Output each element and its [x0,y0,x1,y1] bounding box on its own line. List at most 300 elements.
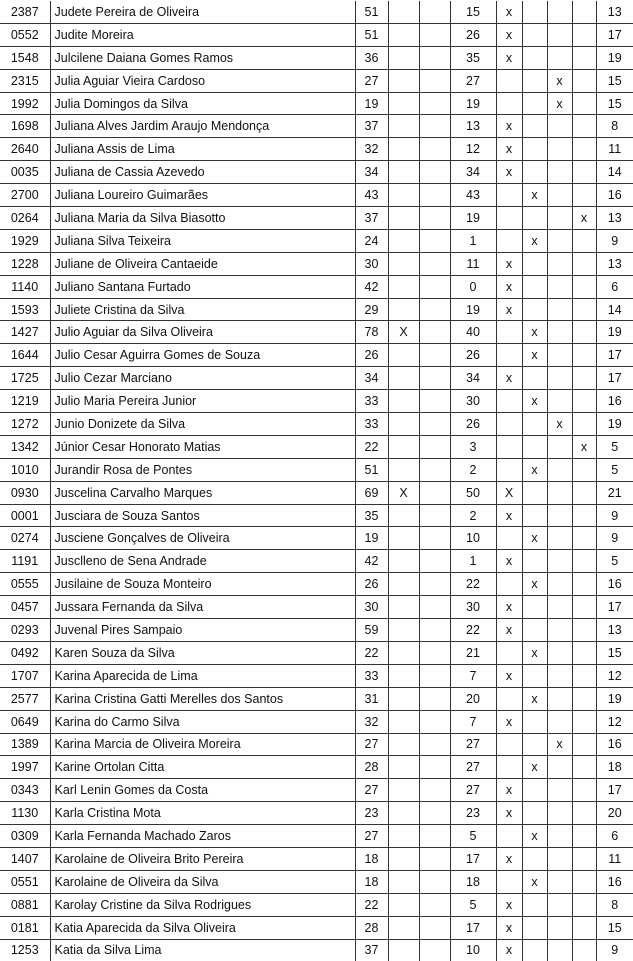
cell-mark-d [522,893,547,916]
cell-mark-b [419,550,450,573]
cell-mark-e [547,321,572,344]
cell-mark-b [419,893,450,916]
cell-code: 1130 [0,802,50,825]
cell-mark-d: x [522,573,547,596]
cell-mark-f [572,1,596,23]
cell-mark-c: x [496,939,522,961]
cell-total: 15 [596,641,633,664]
cell-code: 1228 [0,252,50,275]
cell-mark-d: x [522,184,547,207]
cell-mark-c: x [496,779,522,802]
cell-mark-b [419,275,450,298]
cell-age: 51 [355,1,388,23]
cell-code: 0552 [0,23,50,46]
cell-mark-f [572,825,596,848]
cell-score: 50 [450,481,496,504]
cell-mark-d: x [522,321,547,344]
cell-code: 0001 [0,504,50,527]
cell-mark-c: x [496,161,522,184]
cell-mark-a [388,275,419,298]
cell-mark-f [572,138,596,161]
cell-code: 0930 [0,481,50,504]
table-row [0,207,633,230]
cell-code: 0555 [0,573,50,596]
cell-mark-f [572,321,596,344]
table-row [0,252,633,275]
cell-mark-b [419,664,450,687]
cell-mark-e: x [547,413,572,436]
cell-name: Juliana Silva Teixeira [50,229,355,252]
cell-code: 1997 [0,756,50,779]
table-row [0,435,633,458]
cell-mark-e [547,825,572,848]
cell-age: 43 [355,184,388,207]
cell-age: 34 [355,367,388,390]
cell-total: 21 [596,481,633,504]
cell-mark-f [572,596,596,619]
cell-mark-c: x [496,252,522,275]
cell-age: 18 [355,870,388,893]
cell-total: 16 [596,733,633,756]
cell-total: 12 [596,710,633,733]
cell-age: 29 [355,298,388,321]
cell-code: 1427 [0,321,50,344]
cell-mark-c [496,321,522,344]
cell-score: 7 [450,664,496,687]
cell-score: 5 [450,893,496,916]
cell-name: Katia Aparecida da Silva Oliveira [50,916,355,939]
cell-score: 34 [450,161,496,184]
cell-mark-c: x [496,710,522,733]
cell-mark-c [496,69,522,92]
cell-mark-a [388,458,419,481]
cell-mark-f [572,550,596,573]
cell-name: Karolaine de Oliveira da Silva [50,870,355,893]
cell-mark-d [522,92,547,115]
cell-code: 1992 [0,92,50,115]
cell-code: 0293 [0,619,50,642]
cell-mark-d [522,733,547,756]
cell-mark-a [388,46,419,69]
table-row [0,641,633,664]
cell-total: 19 [596,321,633,344]
table-row [0,161,633,184]
cell-score: 0 [450,275,496,298]
cell-mark-a [388,916,419,939]
cell-mark-b [419,916,450,939]
cell-mark-e [547,939,572,961]
cell-mark-a [388,1,419,23]
cell-score: 5 [450,825,496,848]
cell-mark-f [572,275,596,298]
cell-mark-f [572,229,596,252]
cell-mark-f [572,413,596,436]
cell-age: 42 [355,550,388,573]
cell-total: 17 [596,367,633,390]
cell-score: 7 [450,710,496,733]
cell-mark-c: x [496,367,522,390]
cell-mark-f [572,92,596,115]
cell-name: Juliane de Oliveira Cantaeide [50,252,355,275]
cell-mark-d [522,138,547,161]
cell-mark-d: x [522,641,547,664]
cell-total: 16 [596,390,633,413]
table-row [0,321,633,344]
cell-age: 28 [355,916,388,939]
cell-age: 22 [355,435,388,458]
table-row [0,1,633,23]
cell-name: Karolay Cristine da Silva Rodrigues [50,893,355,916]
cell-mark-c: x [496,23,522,46]
cell-mark-d [522,435,547,458]
cell-mark-e [547,550,572,573]
cell-mark-d [522,275,547,298]
table-row [0,550,633,573]
cell-mark-c: x [496,1,522,23]
cell-mark-a [388,893,419,916]
cell-mark-c [496,870,522,893]
cell-name: Karina Aparecida de Lima [50,664,355,687]
cell-mark-d [522,939,547,961]
cell-total: 9 [596,939,633,961]
cell-mark-f: x [572,207,596,230]
cell-mark-a [388,184,419,207]
cell-mark-e [547,161,572,184]
cell-age: 37 [355,939,388,961]
cell-name: Karine Ortolan Citta [50,756,355,779]
cell-name: Julio Cezar Marciano [50,367,355,390]
cell-mark-d [522,847,547,870]
cell-mark-b [419,229,450,252]
cell-mark-d [522,69,547,92]
cell-score: 40 [450,321,496,344]
cell-mark-d [522,619,547,642]
cell-name: Judete Pereira de Oliveira [50,1,355,23]
cell-code: 2577 [0,687,50,710]
cell-mark-d [522,710,547,733]
cell-mark-c [496,184,522,207]
cell-age: 19 [355,92,388,115]
cell-mark-e [547,641,572,664]
cell-total: 15 [596,916,633,939]
cell-mark-f [572,298,596,321]
cell-mark-b [419,161,450,184]
cell-mark-f: x [572,435,596,458]
cell-name: Juvenal Pires Sampaio [50,619,355,642]
cell-mark-c: x [496,46,522,69]
cell-age: 26 [355,344,388,367]
table-row [0,573,633,596]
cell-mark-b [419,69,450,92]
table-row [0,756,633,779]
cell-code: 1191 [0,550,50,573]
cell-mark-c: x [496,115,522,138]
cell-age: 28 [355,756,388,779]
cell-mark-c: x [496,893,522,916]
cell-total: 11 [596,138,633,161]
cell-mark-e [547,367,572,390]
cell-mark-e [547,138,572,161]
cell-score: 1 [450,229,496,252]
cell-mark-e: x [547,92,572,115]
cell-mark-d: x [522,458,547,481]
table-row [0,481,633,504]
cell-total: 8 [596,115,633,138]
cell-mark-c [496,687,522,710]
table-row [0,527,633,550]
cell-mark-e [547,115,572,138]
cell-mark-d: x [522,229,547,252]
table-row [0,939,633,961]
table-row [0,596,633,619]
cell-mark-b [419,367,450,390]
cell-mark-f [572,23,596,46]
cell-mark-f [572,847,596,870]
cell-age: 24 [355,229,388,252]
cell-mark-b [419,573,450,596]
cell-name: Juliano Santana Furtado [50,275,355,298]
cell-mark-e [547,870,572,893]
cell-mark-b [419,115,450,138]
cell-mark-e [547,344,572,367]
cell-total: 13 [596,1,633,23]
cell-mark-b [419,458,450,481]
cell-mark-e [547,481,572,504]
cell-mark-b [419,779,450,802]
cell-mark-a [388,550,419,573]
cell-mark-e: x [547,733,572,756]
cell-name: Karl Lenin Gomes da Costa [50,779,355,802]
cell-mark-e [547,23,572,46]
cell-mark-f [572,619,596,642]
cell-name: Karla Cristina Mota [50,802,355,825]
cell-mark-a [388,504,419,527]
cell-mark-d: x [522,527,547,550]
cell-age: 78 [355,321,388,344]
cell-total: 19 [596,687,633,710]
table-row [0,504,633,527]
cell-total: 16 [596,573,633,596]
cell-name: Juliana Alves Jardim Araujo Mendonça [50,115,355,138]
cell-mark-f [572,458,596,481]
cell-score: 26 [450,23,496,46]
cell-mark-b [419,390,450,413]
cell-total: 17 [596,596,633,619]
cell-age: 27 [355,733,388,756]
cell-age: 35 [355,504,388,527]
cell-mark-c [496,229,522,252]
cell-score: 19 [450,92,496,115]
cell-total: 15 [596,92,633,115]
cell-name: Julio Cesar Aguirra Gomes de Souza [50,344,355,367]
table-row [0,46,633,69]
cell-mark-d [522,504,547,527]
cell-mark-c: x [496,619,522,642]
cell-mark-f [572,893,596,916]
cell-mark-c: x [496,298,522,321]
cell-score: 43 [450,184,496,207]
table-row [0,184,633,207]
cell-age: 18 [355,847,388,870]
cell-mark-a [388,687,419,710]
cell-code: 1272 [0,413,50,436]
cell-mark-f [572,687,596,710]
cell-mark-a [388,779,419,802]
cell-mark-b [419,184,450,207]
cell-code: 2315 [0,69,50,92]
cell-mark-a [388,115,419,138]
cell-score: 27 [450,779,496,802]
cell-mark-d: x [522,687,547,710]
cell-mark-a [388,756,419,779]
cell-mark-a [388,207,419,230]
cell-mark-b [419,939,450,961]
cell-mark-e [547,229,572,252]
cell-mark-a [388,527,419,550]
cell-mark-c [496,756,522,779]
cell-age: 51 [355,458,388,481]
cell-mark-a [388,619,419,642]
table-row [0,916,633,939]
cell-mark-e: x [547,69,572,92]
cell-name: Juliete Cristina da Silva [50,298,355,321]
cell-name: Jussara Fernanda da Silva [50,596,355,619]
cell-mark-e [547,207,572,230]
cell-mark-f [572,184,596,207]
cell-mark-a [388,413,419,436]
cell-code: 1707 [0,664,50,687]
table-row [0,115,633,138]
cell-mark-d [522,550,547,573]
cell-name: Katia da Silva Lima [50,939,355,961]
table-row [0,779,633,802]
table-row [0,687,633,710]
cell-name: Jusciara de Souza Santos [50,504,355,527]
cell-name: Jusilaine de Souza Monteiro [50,573,355,596]
cell-name: Julia Domingos da Silva [50,92,355,115]
cell-mark-d [522,779,547,802]
cell-mark-a: X [388,481,419,504]
cell-mark-f [572,916,596,939]
cell-mark-c [496,825,522,848]
cell-mark-e [547,504,572,527]
cell-name: Juliana de Cassia Azevedo [50,161,355,184]
cell-name: Juliana Maria da Silva Biasotto [50,207,355,230]
table-row [0,275,633,298]
cell-score: 3 [450,435,496,458]
cell-total: 15 [596,69,633,92]
cell-name: Jurandir Rosa de Pontes [50,458,355,481]
cell-name: Julio Maria Pereira Junior [50,390,355,413]
cell-score: 2 [450,504,496,527]
cell-mark-e [547,710,572,733]
cell-mark-e [547,893,572,916]
cell-name: Jusciene Gonçalves de Oliveira [50,527,355,550]
cell-mark-e [547,390,572,413]
cell-score: 13 [450,115,496,138]
cell-mark-b [419,802,450,825]
cell-mark-f [572,664,596,687]
cell-mark-c [496,573,522,596]
table-row [0,367,633,390]
cell-mark-f [572,46,596,69]
cell-total: 19 [596,413,633,436]
cell-mark-d: x [522,756,547,779]
cell-code: 2387 [0,1,50,23]
cell-mark-b [419,344,450,367]
table-row [0,92,633,115]
cell-mark-a [388,733,419,756]
cell-mark-a [388,161,419,184]
cell-mark-f [572,367,596,390]
cell-mark-a [388,138,419,161]
cell-total: 11 [596,847,633,870]
cell-total: 13 [596,619,633,642]
cell-mark-a [388,229,419,252]
cell-age: 69 [355,481,388,504]
cell-name: Karla Fernanda Machado Zaros [50,825,355,848]
cell-score: 27 [450,69,496,92]
cell-mark-b [419,870,450,893]
cell-mark-c [496,344,522,367]
cell-age: 22 [355,893,388,916]
cell-total: 20 [596,802,633,825]
table-row [0,69,633,92]
cell-mark-d [522,596,547,619]
cell-code: 0035 [0,161,50,184]
cell-code: 1698 [0,115,50,138]
cell-age: 37 [355,115,388,138]
cell-mark-a [388,939,419,961]
cell-mark-f [572,115,596,138]
cell-code: 0274 [0,527,50,550]
cell-mark-a [388,252,419,275]
cell-age: 51 [355,23,388,46]
cell-mark-f [572,733,596,756]
cell-code: 0181 [0,916,50,939]
cell-total: 5 [596,458,633,481]
cell-total: 16 [596,870,633,893]
cell-age: 42 [355,275,388,298]
cell-mark-a [388,390,419,413]
cell-total: 17 [596,23,633,46]
cell-mark-b [419,596,450,619]
cell-name: Julia Aguiar Vieira Cardoso [50,69,355,92]
cell-score: 10 [450,527,496,550]
cell-total: 18 [596,756,633,779]
cell-code: 1644 [0,344,50,367]
cell-name: Junio Donizete da Silva [50,413,355,436]
cell-mark-f [572,573,596,596]
cell-mark-a [388,664,419,687]
cell-total: 6 [596,825,633,848]
cell-mark-a [388,298,419,321]
cell-name: Juscelina Carvalho Marques [50,481,355,504]
cell-mark-c: x [496,596,522,619]
cell-age: 33 [355,390,388,413]
cell-mark-d [522,916,547,939]
cell-mark-d [522,481,547,504]
cell-mark-b [419,23,450,46]
cell-mark-a [388,367,419,390]
cell-mark-b [419,756,450,779]
cell-code: 1389 [0,733,50,756]
cell-mark-f [572,756,596,779]
cell-mark-d [522,664,547,687]
cell-mark-c: x [496,504,522,527]
cell-mark-d [522,413,547,436]
table-row [0,229,633,252]
